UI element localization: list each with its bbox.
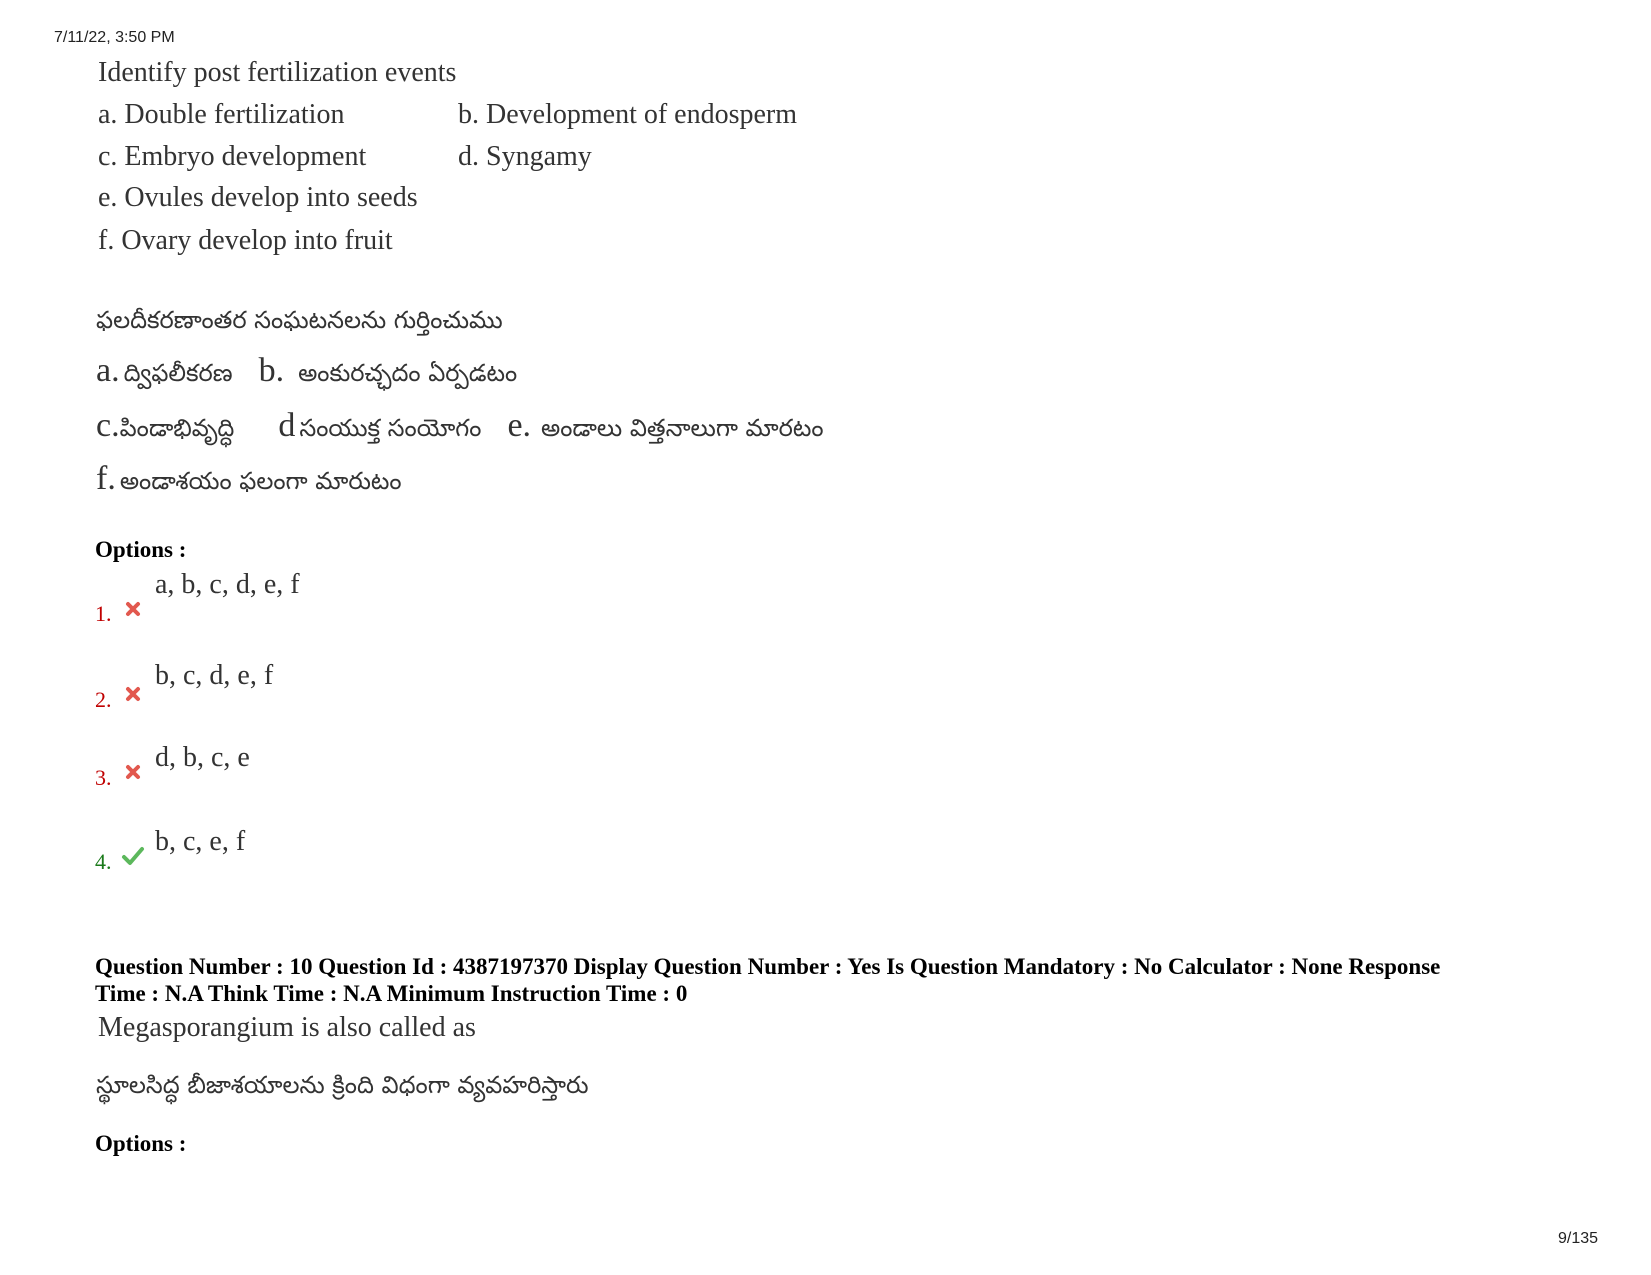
item-f: f. Ovary develop into fruit: [98, 225, 393, 256]
telugu-row-f: [96, 460, 402, 501]
option-3-text: d, b, c, e: [155, 742, 250, 773]
telugu-letter-d: d: [278, 407, 296, 444]
telugu-item-a: ద్విఫలీకరణ: [123, 359, 233, 387]
wrong-icon: [125, 686, 141, 702]
print-timestamp: 7/11/22, 3:50 PM: [54, 29, 175, 46]
telugu-letter-a: a.: [96, 352, 120, 389]
telugu-question-title: స్థూలసిద్ధ బీజాశయాలను క్రింది విధంగా వ్యవహరిస్తారు: [96, 1071, 589, 1099]
item-b: b. Development of endosperm: [458, 99, 798, 130]
telugu-question-title: ఫలదీకరణాంతర సంఘటనలను గుర్తించుము: [96, 306, 503, 334]
telugu-letter-c: c.: [96, 407, 120, 444]
telugu-row-cde: [96, 407, 824, 448]
option-4-number: 4.: [95, 849, 112, 874]
option-3-number: 3.: [95, 765, 112, 790]
options-label: Options :: [95, 1131, 187, 1156]
telugu-item-d: సంయుక్త సంయోగం: [299, 414, 482, 442]
option-2-number: 2.: [95, 687, 112, 712]
telugu-item-c: పిండాభివృద్ధి: [119, 414, 235, 442]
item-c: c. Embryo development: [98, 141, 367, 172]
telugu-item-e: అండాలు విత్తనాలుగా మారటం: [541, 414, 824, 442]
option-2-text: b, c, d, e, f: [155, 660, 274, 691]
check-icon: [121, 846, 145, 866]
question-title: Megasporangium is also called as: [98, 1012, 476, 1043]
options-label: Options :: [95, 537, 187, 562]
wrong-icon: [125, 601, 141, 617]
telugu-item-b: అంకురచ్ఛదం ఏర్పడటం: [298, 359, 518, 387]
item-d: d. Syngamy: [458, 141, 592, 172]
option-1-number: 1.: [95, 601, 112, 626]
question-meta-line-1: Question Number : 10 Question Id : 4387197370 Display Question Number : Yes Is Question Mandatory : No Calculator : None Response: [95, 954, 1441, 979]
option-4-text: b, c, e, f: [155, 826, 246, 857]
telugu-row-ab: [96, 352, 517, 393]
wrong-icon: [125, 764, 141, 780]
telugu-letter-f: f.: [96, 460, 116, 497]
question-title: Identify post fertilization events: [98, 57, 457, 88]
page-number: 9/135: [1558, 1230, 1599, 1247]
question-meta-line-2: Time : N.A Think Time : N.A Minimum Instruction Time : 0: [95, 981, 688, 1006]
telugu-letter-b: b.: [258, 352, 285, 389]
telugu-letter-e: e.: [507, 407, 532, 444]
option-1-text: a, b, c, d, e, f: [155, 569, 300, 600]
item-a: a. Double fertilization: [98, 99, 345, 130]
item-e: e. Ovules develop into seeds: [98, 182, 418, 213]
telugu-item-f: అండాశయం ఫలంగా మారుటం: [119, 467, 402, 495]
